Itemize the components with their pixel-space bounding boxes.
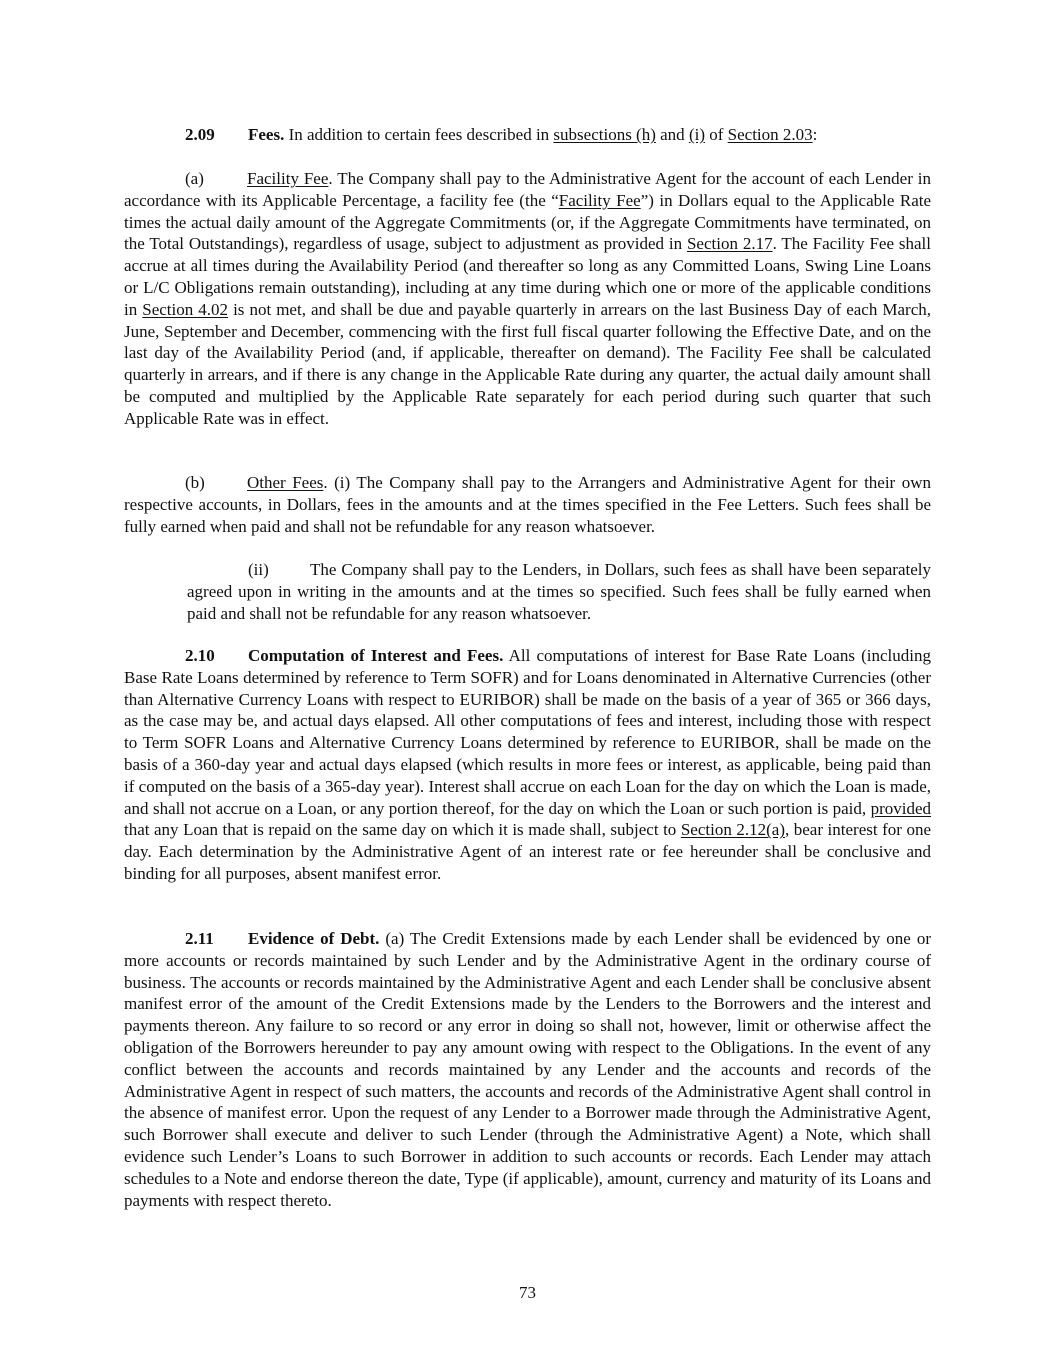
clause-label: (b) <box>185 473 205 492</box>
section-2-10: 2.10 Computation of Interest and Fees. All computations of interest for Base Rate Loans (including Base Rate Loans determined by reference to Term SOFR) and for Loans denominated in Alternative Currencies (other than Alternative Currency Loans with respect to EURIBOR) shall be made on the basis of a year of 365 or 366 days, as the case may be, and actual days elapsed. All other computations of fees and interest, including those with respect to Term SOFR Loans and Alternative Currency Loans determined by reference to EURIBOR, shall be made on the basis of a 360-day year and actual days elapsed (which results in more fees or interest, as applicable, being paid than if computed on the basis of a 365-day year). Interest shall accrue on each Loan for the day on which the Loan is made, and shall not accrue on a Loan, or any portion thereof, for the day on which the Loan or such portion is paid, provided that any Loan that is repaid on the same day on which it is made shall, subject to Section 2.12(a), bear interest for one day. Each determination by the Administrative Agent of an interest rate or fee hereunder shall be conclusive and binding for all purposes, absent manifest error. <box>124 646 931 883</box>
cross-reference: Section 4.02 <box>142 299 229 319</box>
cross-reference: Section 2.17 <box>686 234 773 254</box>
paragraph-facility-fee: (a) Facility Fee. The Company shall pay to the Administrative Agent for the account of each Lender in accordance with its Applicable Percentage, a facility fee (the “Facility Fee”) in Dollars equal to the Applicable Rate times the actual daily amount of the Aggregate Commitments (or, if the Aggregate Commitments have terminated, on the Total Outstandings), regardless of usage, subject to adjustment as provided in Section 2.17. The Facility Fee shall accrue at all times during the Availability Period (and thereafter so long as any Committed Loans, Swing Line Loans or L/C Obligations remain outstanding), including at any time during which one or more of the applicable conditions in Section 4.02 is not met, and shall be due and payable quarterly in arrears on the last Business Day of each March, June, September and December, commencing with the first full fiscal quarter following the Effective Date, and on the last day of the Availability Period (and, if applicable, thereafter on demand). The Facility Fee shall be calculated quarterly in arrears, and if there is any change in the Applicable Rate during any quarter, the actual daily amount shall be computed and multiplied by the Applicable Rate separately for each period during such quarter that such Applicable Rate was in effect. <box>124 169 932 428</box>
cross-reference: (i) <box>688 125 705 144</box>
clause-label: (a) <box>185 169 204 188</box>
defined-term: provided <box>870 798 931 818</box>
cross-reference: Section 2.03 <box>727 125 813 144</box>
section-title: Evidence of Debt. <box>248 929 380 948</box>
section-2-11: 2.11 Evidence of Debt. (a) The Credit Extensions made by each Lender shall be evidenced by one or more accounts or records maintained by such Lender and by the Administrative Agent in the ordinary course of business. The accounts or records maintained by the Administrative Agent and each Lender shall be conclusive absent manifest error of the amount of the Credit Extensions made by the Lenders to the Borrowers and the interest and payments thereon. Any failure to so record or any error in doing so shall not, however, limit or otherwise affect the obligation of the Borrowers hereunder to pay any amount owing with respect to the Obligations. In the event of any conflict between the accounts and records maintained by any Lender and the accounts and records of the Administrative Agent in respect of such matters, the accounts and records of the Administrative Agent shall control in the absence of manifest error. Upon the request of any Lender to a Borrower made through the Administrative Agent, such Borrower shall execute and deliver to such Lender (through the Administrative Agent) a Note, which shall evidence such Lender’s Loans to such Borrower in addition to such accounts or records. Each Lender may attach schedules to a Note and endorse thereon the date, Type (if applicable), amount, currency and maturity of its Loans and payments with respect thereto. <box>124 929 931 1210</box>
clause-label: (ii) <box>248 560 269 579</box>
paragraph-other-fees-ii: (ii) The Company shall pay to the Lenders, in Dollars, such fees as shall have been separately agreed upon in writing in the amounts and at the times so specified. Such fees shall be fully earned when paid and shall not be refundable for any reason whatsoever. <box>187 560 931 623</box>
page-number: 73 <box>519 1283 536 1302</box>
cross-reference: subsections (h) <box>553 125 656 144</box>
section-2-09-heading: 2.09 Fees. In addition to certain fees described in subsections (h) and (i) of Section 2.03: <box>185 125 818 144</box>
section-title: Computation of Interest and Fees. <box>248 646 504 665</box>
cross-reference: Section 2.12(a) <box>680 820 785 840</box>
section-number: 2.09 <box>185 125 215 144</box>
clause-heading: Facility Fee <box>247 169 329 188</box>
clause-heading: Other Fees <box>247 473 324 492</box>
defined-term: Facility Fee <box>558 190 641 210</box>
section-number: 2.10 <box>185 646 215 665</box>
section-title: Fees. <box>248 125 285 144</box>
section-number: 2.11 <box>185 929 214 948</box>
paragraph-other-fees: (b) Other Fees. (i) The Company shall pay to the Arrangers and Administrative Agent for their own respective accounts, in Dollars, fees in the amounts and at the times specified in the Fee Letters. Such fees shall be fully earned when paid and shall not be refundable for any reason whatsoever. <box>124 473 931 536</box>
